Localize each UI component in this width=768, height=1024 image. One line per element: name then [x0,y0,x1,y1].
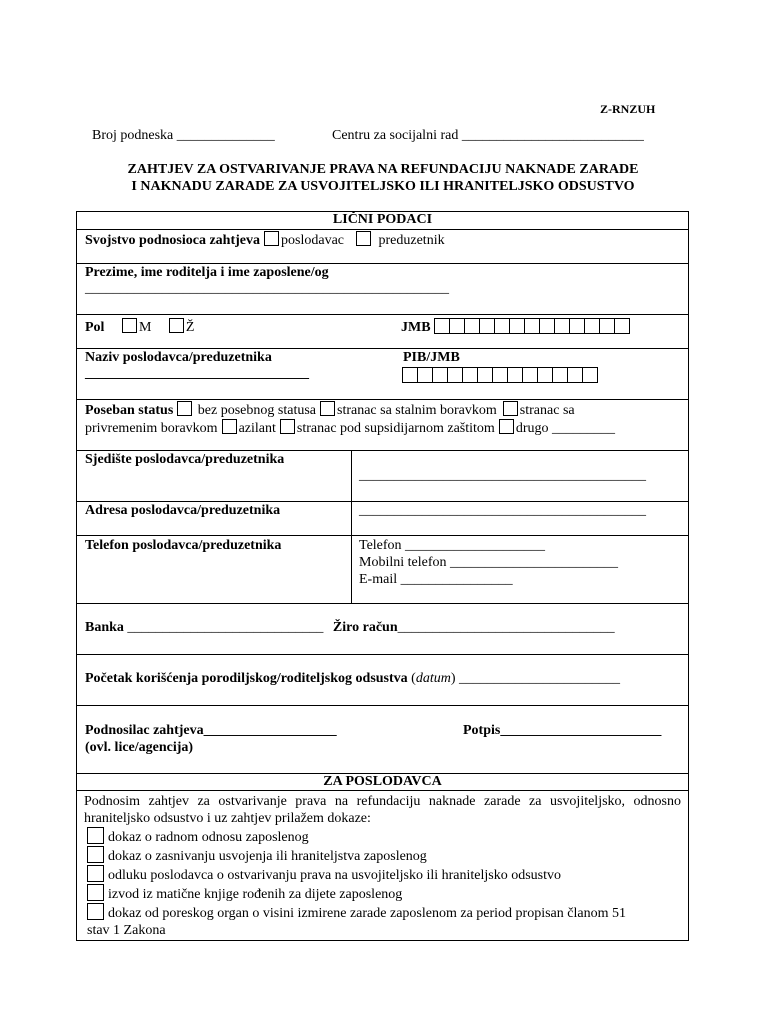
status-privremeni-checkbox[interactable] [503,401,518,416]
jmb-group [401,318,630,336]
prezime-field[interactable]: ____________________________________________________ [85,281,449,296]
form-title [76,161,690,195]
poslodavac-checkbox[interactable] [264,231,279,246]
prezime-row [77,263,688,314]
preduzetnik-label: preduzetnik [378,233,445,248]
banka-row [77,603,688,654]
email-field[interactable]: E-mail ________________ [359,572,513,587]
dokaz-item-3 [77,865,688,884]
pol-label: Pol [85,320,105,335]
pib-cells[interactable] [403,367,598,383]
title-line-2: I NAKNADU ZARADE ZA USVOJITELJSKO ILI HRANITELJSKO ODSUSTVO [131,179,635,194]
naziv-field[interactable]: ________________________________ [85,366,309,381]
adresa-label: Adresa poslodavca/preduzetnika [85,503,281,518]
pol-row [77,314,688,348]
za-poslodavca-header: ZA POSLODAVCA [77,773,688,790]
sjediste-row [77,450,688,501]
potpis-group [463,722,661,739]
pol-z-label: Ž [185,320,195,335]
pol-z-checkbox[interactable] [169,318,184,333]
dokaz-checkbox-4[interactable] [87,884,104,901]
dokaz-checkbox-2[interactable] [87,846,104,863]
status-azilant-checkbox[interactable] [222,419,237,434]
status-azilant-label: azilant [238,421,276,436]
dokaz-checkbox-1[interactable] [87,827,104,844]
dokaz-checkbox-3[interactable] [87,865,104,882]
datum-label: datum [415,671,451,686]
status-label: Poseban status [85,403,174,418]
dokaz-item-1 [77,827,688,846]
dokaz-label-4: izvod iz matične knjige rođenih za dijete zaposlenog [108,887,403,902]
status-privremeni-label-a: stranac sa [519,403,575,418]
podnosilac-field[interactable]: ___________________ [203,723,337,738]
dokaz-item-2 [77,846,688,865]
dokaz-checkbox-5[interactable] [87,903,104,920]
potpis-label: Potpis [463,723,501,738]
datum-close: ) [450,671,456,686]
dokaz-item-4 [77,884,688,903]
svojstvo-label: Svojstvo podnosioca zahtjeva [85,233,261,248]
jmb-label: JMB [401,320,431,335]
status-stalni-label: stranac sa stalnim boravkom [337,403,497,418]
dokaz-label-3: odluku poslodavca o ostvarivanju prava na usvojiteljsko ili hraniteljsko odsustvo [108,868,561,883]
datum-open: ( [411,671,416,686]
top-line [92,128,692,144]
status-supsidijarni-checkbox[interactable] [280,419,295,434]
status-bez-label: bez posebnog statusa [197,403,316,418]
pocetak-field[interactable]: _______________________ [459,671,621,686]
podnosilac-row [77,705,688,773]
status-stalni-checkbox[interactable] [320,401,335,416]
licni-podaci-header: LIČNI PODACI [332,212,433,227]
dokaz-item-5 [77,903,688,922]
svojstvo-row [77,229,688,263]
adresa-row [77,501,688,535]
pol-m-checkbox[interactable] [122,318,137,333]
status-bez-checkbox[interactable] [177,401,192,416]
telefon-row [77,535,688,603]
status-drugo-checkbox[interactable] [499,419,514,434]
status-privremeni-label-b: privremenim boravkom [85,421,218,436]
pol-m-label: M [138,320,152,335]
dokaz-label-5: dokaz od poreskog organ o visini izmirene zarade zaposlenom za period propisan članom 51 [108,906,626,921]
prezime-label: Prezime, ime roditelja i ime zaposlene/og [85,265,329,280]
ziro-field[interactable]: _______________________________ [397,620,615,635]
adresa-field[interactable]: _________________________________________ [359,503,646,518]
dokazi-intro: Podnosim zahtjev za ostvarivanje prava na refundaciju naknade zarade za usvojiteljsko, odnosno hraniteljsko odsustvo i uz zahtjev prilažem dokaze: [84,794,681,826]
jmb-cells[interactable] [435,318,630,334]
dokaz-label-1: dokaz o radnom odnosu zaposlenog [108,830,309,845]
centar-socijalni-rad: Centru za socijalni rad __________________________ [332,128,644,143]
broj-podneska: Broj podneska ______________ [92,128,275,143]
sjediste-label: Sjedište poslodavca/preduzetnika [85,452,285,467]
naziv-row [77,348,688,399]
form-table [76,211,689,941]
poslodavac-label: poslodavac [281,233,344,248]
dokaz-label-2: dokaz o zasnivanju usvojenja ili hraniteljstva zaposlenog [108,849,427,864]
mobilni-field[interactable]: Mobilni telefon ________________________ [359,555,618,570]
telefon-field[interactable]: Telefon ____________________ [359,538,546,553]
ovl-lice-label: (ovl. lice/agencija) [85,740,194,755]
title-line-1: ZAHTJEV ZA OSTVARIVANJE PRAVA NA REFUNDACIJU NAKNADE ZARADE [127,162,639,177]
podnosilac-label: Podnosilac zahtjeva [85,723,204,738]
status-supsidijarni-label: stranac pod supsidijarnom zaštitom [296,421,495,436]
telefon-label: Telefon poslodavca/preduzetnika [85,538,282,553]
banka-label: Banka [85,620,124,635]
form-code: Z-RNZUH [600,102,656,116]
pocetak-label: Početak korišćenja porodiljskog/roditeljskog odsustva [85,671,408,686]
status-row [77,399,688,450]
dokaz-continuation: stav 1 Zakona [87,923,166,938]
naziv-label: Naziv poslodavca/preduzetnika [85,350,272,365]
dokazi-section [77,790,688,940]
banka-field[interactable]: ____________________________ [127,620,324,635]
pib-group [403,350,598,385]
sjediste-field[interactable]: _________________________________________ [359,468,646,483]
potpis-field[interactable]: _______________________ [500,723,662,738]
pib-label: PIB/JMB [403,350,460,365]
preduzetnik-checkbox[interactable] [356,231,371,246]
status-drugo-label: drugo _________ [515,421,615,436]
pocetak-row [77,654,688,705]
ziro-label: Žiro račun [332,620,398,635]
